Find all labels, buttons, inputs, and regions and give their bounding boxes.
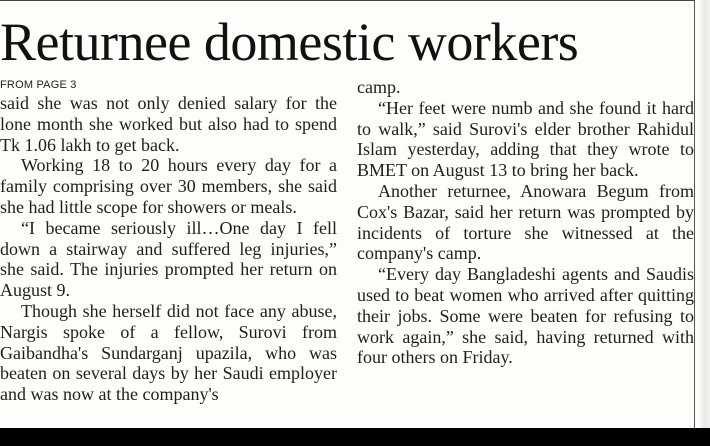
bottom-black-bar <box>0 428 710 446</box>
top-border-rule <box>0 0 694 1</box>
right-border-rule <box>694 0 695 428</box>
paragraph: Another returnee, Anowara Begum from Cox's Bazar, said her return was prompted by incidents of torture she witnessed at the company's camp. <box>357 180 694 264</box>
paragraph: “Every day Bangladeshi agents and Saudis used to beat women who arrived after quitting their jobs. Some were beaten for refusing to work again,” she said, having returned with four others on Friday. <box>357 264 694 368</box>
scan-edge <box>700 0 710 446</box>
paragraph: camp. <box>357 77 401 97</box>
paragraph: said she was not only denied salary for the lone month she worked but also had to spend Tk 1.06 lakh to get back. <box>0 93 337 155</box>
article-column-2 <box>357 77 694 368</box>
paragraph: Working 18 to 20 hours every day for a family comprising over 30 members, she said she had little scope for showers or meals. <box>0 155 337 217</box>
paragraph: “I became seriously ill…One day I fell down a stairway and suffered leg injuries,” she said. The injuries prompted her return on August 9. <box>0 217 337 301</box>
headline: Returnee domestic workers <box>0 12 579 72</box>
article-column-1 <box>0 78 337 405</box>
jump-label: FROM PAGE 3 <box>0 79 77 91</box>
paragraph: “Her feet were numb and she found it hard to walk,” said Surovi's elder brother Rahidul Islam yesterday, adding that they wrote to BMET on August 13 to bring her back. <box>357 97 694 181</box>
paragraph: Though she herself did not face any abuse, Nargis spoke of a fellow, Surovi from Gaibandha's Sundarganj upazila, who was beaten on several days by her Saudi employer and was now at the company's <box>0 300 337 405</box>
